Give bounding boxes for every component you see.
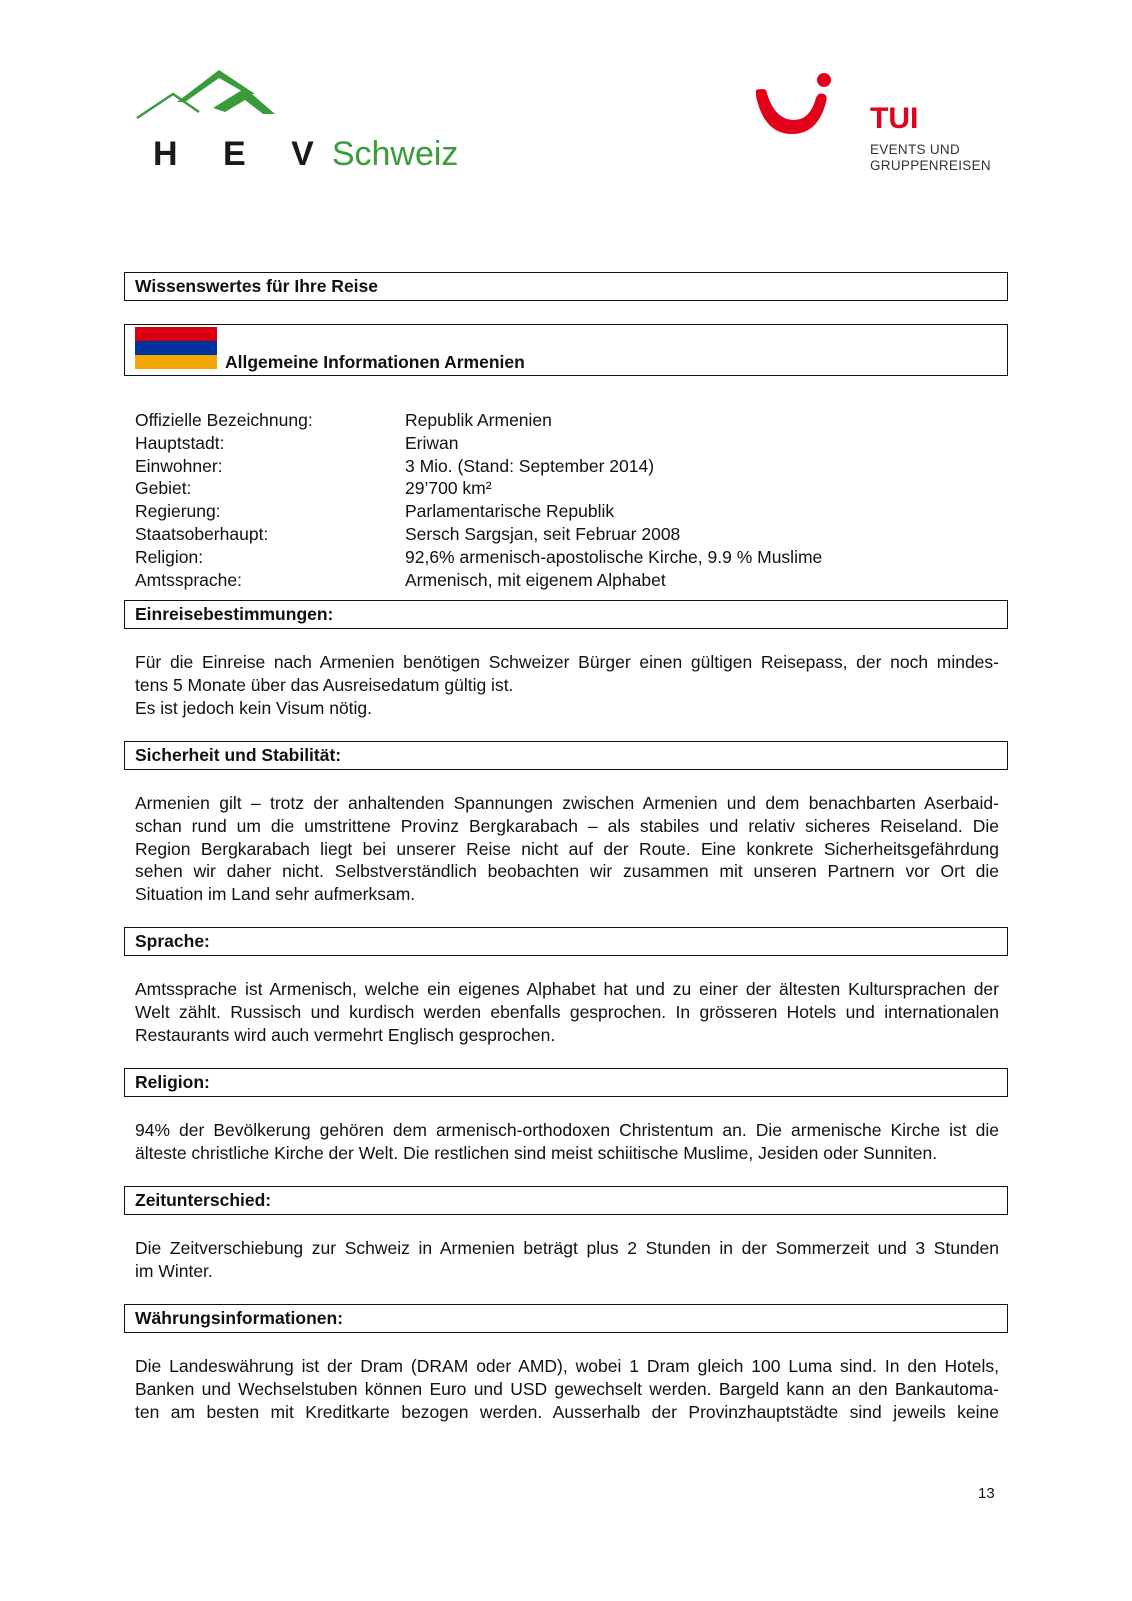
section-title: Währungsinformationen: — [135, 1308, 344, 1328]
text-line: 94% der Bevölkerung gehören dem armenisch-orthodoxen Christentum an. Die armenische Kirche ist die — [135, 1120, 999, 1140]
text-line: Für die Einreise nach Armenien benötigen Schweizer Bürger einen gültigen Reisepass, der noch mindes- — [135, 652, 999, 672]
text-line: Amtssprache ist Armenisch, welche ein eigenes Alphabet hat und zu einer der ältesten Kultursprachen der — [135, 979, 999, 999]
text-line: Die Landeswährung ist der Dram (DRAM oder AMD), wobei 1 Dram gleich 100 Luma sind. In den Hotels, — [135, 1356, 999, 1376]
text-line: Die Zeitverschiebung zur Schweiz in Armenien beträgt plus 2 Stunden in der Sommerzeit und 3 Stunden — [135, 1238, 999, 1258]
fact-row — [135, 546, 822, 569]
fact-row — [135, 500, 822, 523]
text-line: Welt zählt. Russisch und kurdisch werden ebenfalls gesprochen. In grösseren Hotels und internationalen — [135, 1001, 999, 1022]
fact-row — [135, 569, 822, 592]
paragraph-religion — [135, 1119, 999, 1165]
fact-label: Einwohner: — [135, 455, 223, 476]
flag-stripe-red — [135, 327, 217, 341]
flag-stripe-orange — [135, 355, 217, 369]
paragraph-sprache — [135, 978, 999, 1046]
tui-subtitle-line-1: EVENTS UND — [870, 142, 961, 157]
text-line: Region Bergkarabach liegt bei unserer Reise nicht auf der Route. Eine konkrete Sicherheitsgefährdung — [135, 838, 999, 859]
fact-row — [135, 409, 822, 432]
fact-value: 29’700 km² — [405, 478, 492, 499]
fact-label: Amtssprache: — [135, 569, 242, 590]
fact-row — [135, 432, 822, 455]
section-title: Sprache: — [135, 931, 210, 951]
fact-value: Armenisch, mit eigenem Alphabet — [405, 569, 666, 590]
fact-label: Offizielle Bezeichnung: — [135, 410, 313, 430]
section-title: Einreisebestimmungen: — [135, 604, 334, 624]
text-line: Situation im Land sehr aufmerksam. — [135, 884, 416, 905]
paragraph-waehrung — [135, 1355, 999, 1423]
section-title: Allgemeine Informationen Armenien — [225, 352, 525, 372]
hev-logo-initials: H E V — [153, 135, 332, 173]
text-line: älteste christliche Kirche der Welt. Die restlichen sind meist schiitische Muslime, Jesiden oder Sunniten. — [135, 1142, 938, 1163]
text-line: Armenien gilt – trotz der anhaltenden Spannungen zwischen Armenien und dem benachbarten Aserbaid- — [135, 793, 999, 813]
page-number: 13 — [978, 1485, 995, 1502]
paragraph-einreisebestimmungen — [135, 651, 999, 719]
text-line: sehen wir daher nicht. Selbstverständlich beobachten wir zusammen mit unseren Partnern vor Ort die — [135, 861, 999, 882]
paragraph-sicherheit — [135, 792, 999, 906]
hev-schweiz-logo — [135, 68, 459, 178]
section-title: Religion: — [135, 1072, 210, 1092]
paragraph-zeitunterschied — [135, 1237, 999, 1283]
fact-value: Sersch Sargsjan, seit Februar 2008 — [405, 523, 681, 544]
text-line: im Winter. — [135, 1260, 213, 1281]
section-title: Wissenswertes für Ihre Reise — [135, 276, 379, 296]
text-line: Banken und Wechselstuben können Euro und USD gewechselt werden. Bargeld kann an den Bankautoma- — [135, 1378, 999, 1399]
fact-value: Parlamentarische Republik — [405, 501, 615, 522]
fact-row — [135, 477, 822, 500]
fact-label: Hauptstadt: — [135, 432, 225, 453]
section-box-zeitunterschied — [124, 1186, 1008, 1215]
text-line: schan rund um die umstrittene Provinz Bergkarabach – als stabiles und relativ sicheres Reiseland. Die — [135, 815, 999, 836]
section-box-wissenswertes — [124, 272, 1008, 301]
fact-label: Religion: — [135, 546, 204, 567]
hev-logo-text — [153, 134, 458, 174]
section-box-einreisebestimmungen — [124, 600, 1008, 629]
tui-logo — [770, 72, 1010, 182]
fact-value: Eriwan — [405, 432, 459, 453]
text-line: Es ist jedoch kein Visum nötig. — [135, 697, 373, 718]
text-line: ten am besten mit Kreditkarte bezogen werden. Ausserhalb der Provinzhauptstädte sind jeweils keine — [135, 1401, 999, 1422]
armenia-flag — [135, 327, 217, 369]
section-title: Sicherheit und Stabilität: — [135, 745, 342, 765]
tui-brand-text: TUI — [870, 102, 919, 135]
section-box-religion — [124, 1068, 1008, 1097]
hev-roof-icon — [135, 68, 285, 132]
tui-smile-icon — [752, 72, 842, 142]
section-box-waehrung — [124, 1304, 1008, 1333]
section-title: Zeitunterschied: — [135, 1190, 272, 1210]
fact-label: Gebiet: — [135, 478, 192, 499]
fact-row — [135, 523, 822, 546]
fact-label: Staatsoberhaupt: — [135, 523, 269, 544]
section-box-sprache — [124, 927, 1008, 956]
tui-subtitle-line-2: GRUPPENREISEN — [870, 158, 991, 173]
section-box-sicherheit — [124, 741, 1008, 770]
text-line: Restaurants wird auch vermehrt Englisch gesprochen. — [135, 1024, 556, 1045]
fact-value: Republik Armenien — [405, 410, 552, 430]
section-box-allgemeine-informationen — [124, 324, 1008, 376]
fact-label: Regierung: — [135, 501, 221, 522]
facts-table — [135, 409, 822, 591]
fact-value: 3 Mio. (Stand: September 2014) — [405, 455, 655, 476]
fact-value: 92,6% armenisch-apostolische Kirche, 9.9 % Muslime — [405, 546, 823, 567]
fact-row — [135, 455, 822, 478]
tui-subtitle — [870, 142, 991, 174]
text-line: tens 5 Monate über das Ausreisedatum gültig ist. — [135, 674, 514, 695]
flag-stripe-blue — [135, 341, 217, 355]
hev-logo-name: Schweiz — [331, 135, 459, 173]
